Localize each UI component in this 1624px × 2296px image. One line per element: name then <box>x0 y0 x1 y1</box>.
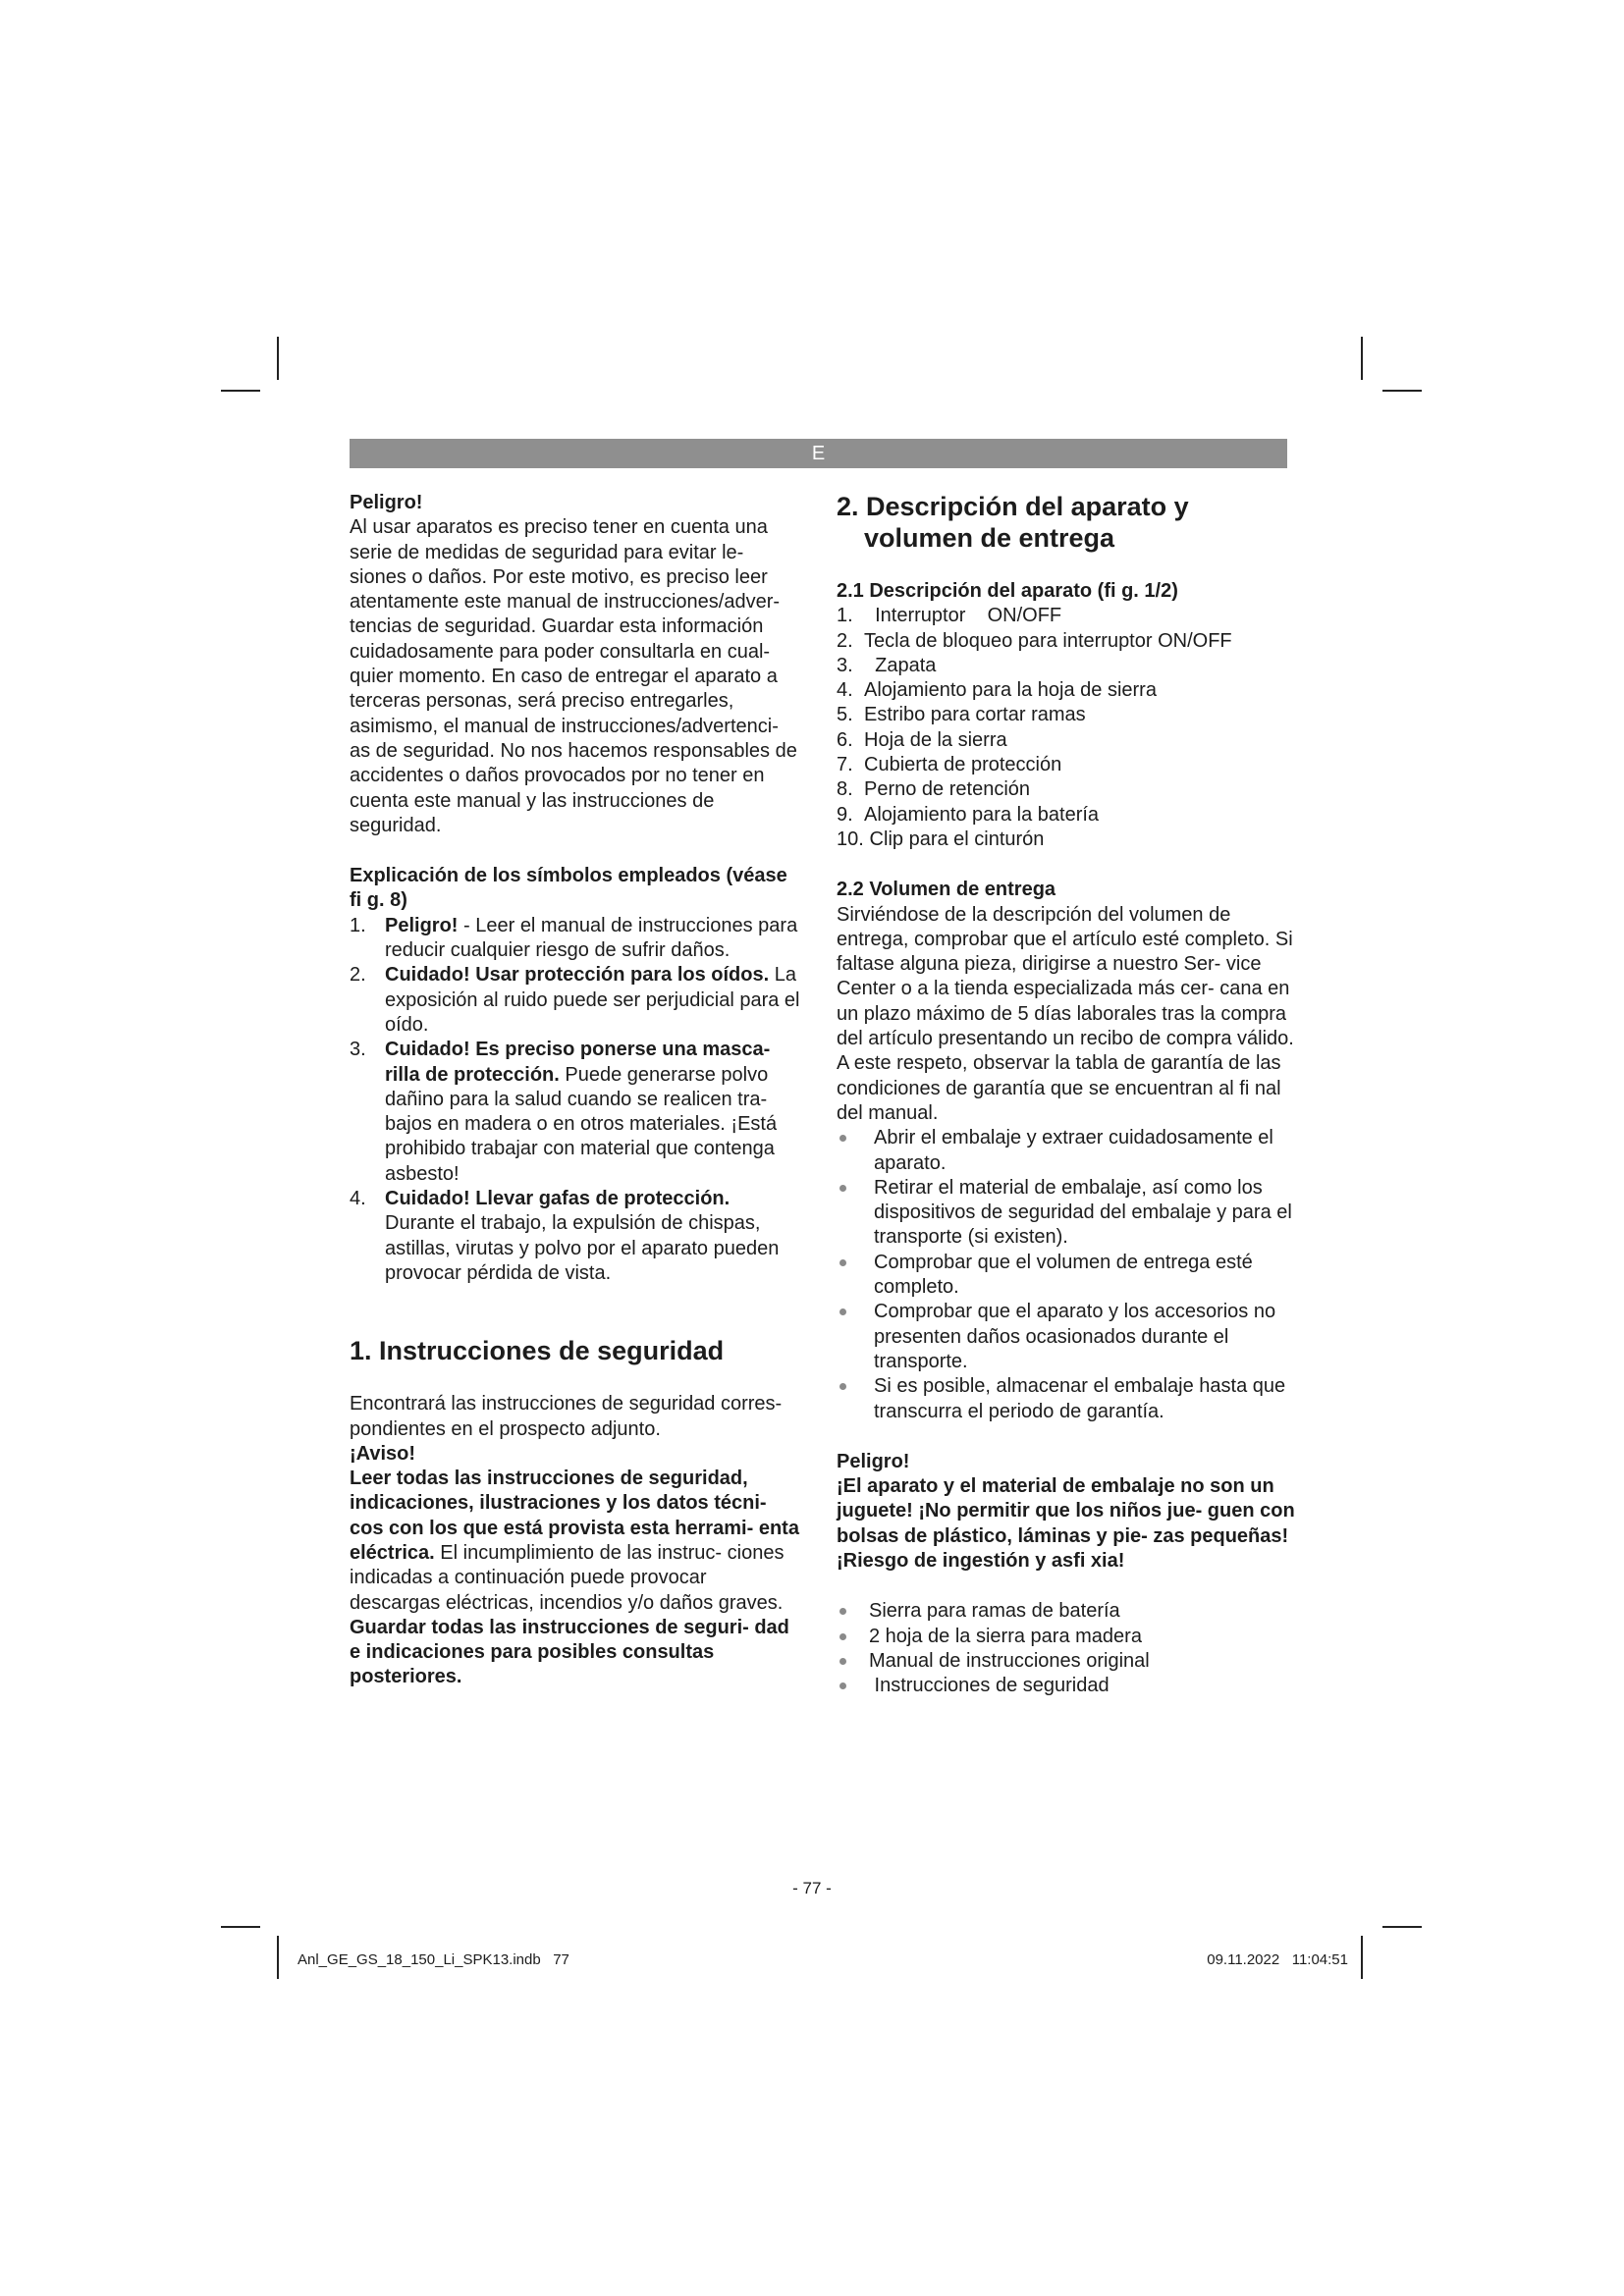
list-item <box>837 1599 1298 1624</box>
bullet-icon <box>839 1259 846 1266</box>
item-number: 1. <box>837 605 853 627</box>
list-item <box>837 1674 1298 1698</box>
item-number: 2. <box>837 629 853 652</box>
notice-text: El incumplimiento de las instruc- ciones indicadas a continuación puede provocar descargas eléctricas, incendios y/o daños graves. <box>350 1541 785 1614</box>
item-label: Cubierta de protección <box>864 754 1062 776</box>
item-label: Perno de retención <box>864 778 1031 801</box>
list-item <box>837 728 1298 753</box>
step-text: Comprobar que el volumen de entrega esté completo. <box>874 1251 1253 1299</box>
item-text: La exposición al ruido puede ser perjudicial para el oído. <box>385 964 800 1036</box>
list-item <box>350 1187 801 1286</box>
notice-bold: Leer todas las instrucciones de seguridad, indicaciones, ilustraciones y los datos técni- cos con los que está provista esta herrami- enta eléctrica. <box>350 1468 799 1564</box>
list-item <box>837 1126 1298 1176</box>
list-item <box>837 678 1298 703</box>
item-text: Durante el trabajo, la expulsión de chispas, astillas, virutas y polvo por el aparato pueden provocar pérdida de vista. <box>385 1212 780 1284</box>
item-text: Puede generarse polvo dañino para la salud cuando se realicen tra- bajos en madera o en otros materiales. ¡Está prohibido trabajar con material que contenga asbesto! <box>385 1063 778 1185</box>
step-text: Retirar el material de embalaje, así como los dispositivos de seguridad del embalaje y para el transporte (si existen). <box>874 1176 1292 1249</box>
item-number: 4. <box>350 1188 366 1210</box>
danger-heading-right: Peligro! <box>837 1450 910 1472</box>
subsection-2-2-text: Sirviéndose de la descripción del volumen de entrega, comprobar que el artículo esté completo. Si faltase alguna pieza, dirigirse a nuestro Ser- vice Center o a la tienda especializada más cer- cana en un plazo máximo de 5 días laborales tras la compra del artículo presentando un recibo de compra válido. A este respeto, observar la tabla de garantía de las condiciones de garantía que se encuentran al fi nal del manual. <box>837 903 1294 1124</box>
item-number: 6. <box>837 728 853 751</box>
list-item <box>837 604 1298 628</box>
item-number: 3. <box>350 1039 366 1061</box>
crop-mark <box>1361 1936 1363 1979</box>
content-item: Instrucciones de seguridad <box>869 1675 1110 1697</box>
danger-warning: ¡El aparato y el material de embalaje no son un juguete! ¡No permitir que los niños jue- guen con bolsas de plástico, láminas y pie- zas pequeñas! ¡Riesgo de ingestión y asfi xia! <box>837 1475 1295 1572</box>
list-item <box>837 1251 1298 1301</box>
print-timestamp: 09.11.2022 11:04:51 <box>1207 1951 1348 1968</box>
bullet-icon <box>839 1383 846 1390</box>
item-number: 8. <box>837 778 853 801</box>
bullet-icon <box>839 1308 846 1315</box>
list-item <box>837 654 1298 678</box>
list-item <box>837 828 1298 852</box>
step-text: Comprobar que el aparato y los accesorios no presenten daños ocasionados durante el transporte. <box>874 1301 1276 1372</box>
notice-paragraph <box>350 1467 801 1616</box>
list-item <box>837 1374 1298 1424</box>
file-name: Anl_GE_GS_18_150_Li_SPK13.indb 77 <box>298 1951 569 1968</box>
right-column <box>837 491 1298 1698</box>
item-label: Alojamiento para la hoja de sierra <box>864 679 1157 702</box>
item-text: - Leer el manual de instrucciones para reducir cualquier riesgo de sufrir daños. <box>385 914 798 962</box>
list-item <box>837 1300 1298 1374</box>
content-item: Manual de instrucciones original <box>869 1649 1150 1672</box>
step-text: Si es posible, almacenar el embalaje hasta que transcurra el periodo de garantía. <box>874 1375 1286 1422</box>
page-number: - 77 - <box>792 1879 832 1897</box>
content-item: Sierra para ramas de batería <box>869 1600 1120 1623</box>
item-label: Clip para el cinturón <box>864 828 1045 850</box>
notice-heading: ¡Aviso! <box>350 1442 416 1465</box>
item-label: Alojamiento para la batería <box>864 803 1100 826</box>
symbols-list <box>350 914 801 1286</box>
item-bold: Cuidado! Llevar gafas de protección. <box>385 1188 731 1210</box>
item-number: 3. <box>837 654 853 676</box>
list-item <box>837 753 1298 777</box>
item-bold: Peligro! <box>385 914 459 936</box>
crop-mark <box>1382 1926 1422 1928</box>
list-item <box>837 703 1298 727</box>
crop-mark <box>1361 337 1363 380</box>
list-item <box>350 963 801 1038</box>
item-number: 9. <box>837 803 853 826</box>
bullet-icon <box>839 1608 846 1615</box>
item-label: Tecla de bloqueo para interruptor ON/OFF <box>864 629 1232 652</box>
item-label: Zapata <box>864 654 937 676</box>
item-number: 2. <box>350 964 366 987</box>
item-number: 7. <box>837 754 853 776</box>
left-column <box>350 491 801 1690</box>
unpacking-steps <box>837 1126 1298 1424</box>
bullet-icon <box>839 1135 846 1142</box>
danger-text: Al usar aparatos es preciso tener en cuenta una serie de medidas de seguridad para evitar le- siones o daños. Por este motivo, es preciso leer atentamente este manual de instrucciones/adver- tencias de seguridad. Guardar esta información cuidadosamente para poder consultarla en cual- quier momento. En caso de entregar el aparato a terceras personas, será preciso entregarles, asimismo, el manual de instrucciones/advertenci- as de seguridad. No nos hacemos responsables de accidentes o daños provocados por no tener en cuenta este manual y las instrucciones de seguridad. <box>350 516 797 836</box>
language-header-bar: E <box>350 439 1287 468</box>
list-item <box>837 1176 1298 1251</box>
item-bold: Cuidado! Es preciso ponerse una masca- rilla de protección. <box>385 1039 771 1086</box>
list-item <box>837 1625 1298 1649</box>
item-label: Hoja de la sierra <box>864 728 1007 751</box>
symbols-heading: Explicación de los símbolos empleados (véase fi g. 8) <box>350 865 787 912</box>
crop-mark <box>221 1926 260 1928</box>
item-label: Estribo para cortar ramas <box>864 704 1086 726</box>
parts-list <box>837 604 1298 852</box>
danger-heading: Peligro! <box>350 492 423 513</box>
item-bold: Cuidado! Usar protección para los oídos. <box>385 964 770 987</box>
crop-mark <box>221 390 260 392</box>
list-item <box>837 629 1298 654</box>
list-item <box>837 1649 1298 1674</box>
notice-keep: Guardar todas las instrucciones de seguri- dad e indicaciones para posibles consultas posteriores. <box>350 1616 789 1688</box>
bullet-icon <box>839 1633 846 1640</box>
section-2-title: 2. Descripción del aparato y volumen de entrega <box>837 492 1189 553</box>
delivery-contents <box>837 1599 1298 1698</box>
subsection-2-2-heading: 2.2 Volumen de entrega <box>837 879 1056 901</box>
section-1-intro: Encontrará las instrucciones de seguridad corres- pondientes en el prospecto adjunto. <box>350 1393 783 1440</box>
item-number: 5. <box>837 704 853 726</box>
item-number: 1. <box>350 914 366 936</box>
list-item <box>350 1038 801 1187</box>
list-item <box>837 803 1298 828</box>
bullet-icon <box>839 1185 846 1192</box>
bullet-icon <box>839 1682 846 1689</box>
item-number: 10. <box>837 828 864 850</box>
section-1-title: 1. Instrucciones de seguridad <box>350 1336 725 1366</box>
subsection-2-1-heading: 2.1 Descripción del aparato (fi g. 1/2) <box>837 580 1178 602</box>
item-label: Interruptor ON/OFF <box>864 605 1062 627</box>
item-number: 4. <box>837 679 853 702</box>
step-text: Abrir el embalaje y extraer cuidadosamente el aparato. <box>874 1127 1273 1174</box>
crop-mark <box>277 337 279 380</box>
content-item: 2 hoja de la sierra para madera <box>869 1625 1142 1647</box>
crop-mark <box>277 1936 279 1979</box>
list-item <box>837 777 1298 802</box>
crop-mark <box>1382 390 1422 392</box>
list-item <box>350 914 801 964</box>
bullet-icon <box>839 1658 846 1665</box>
